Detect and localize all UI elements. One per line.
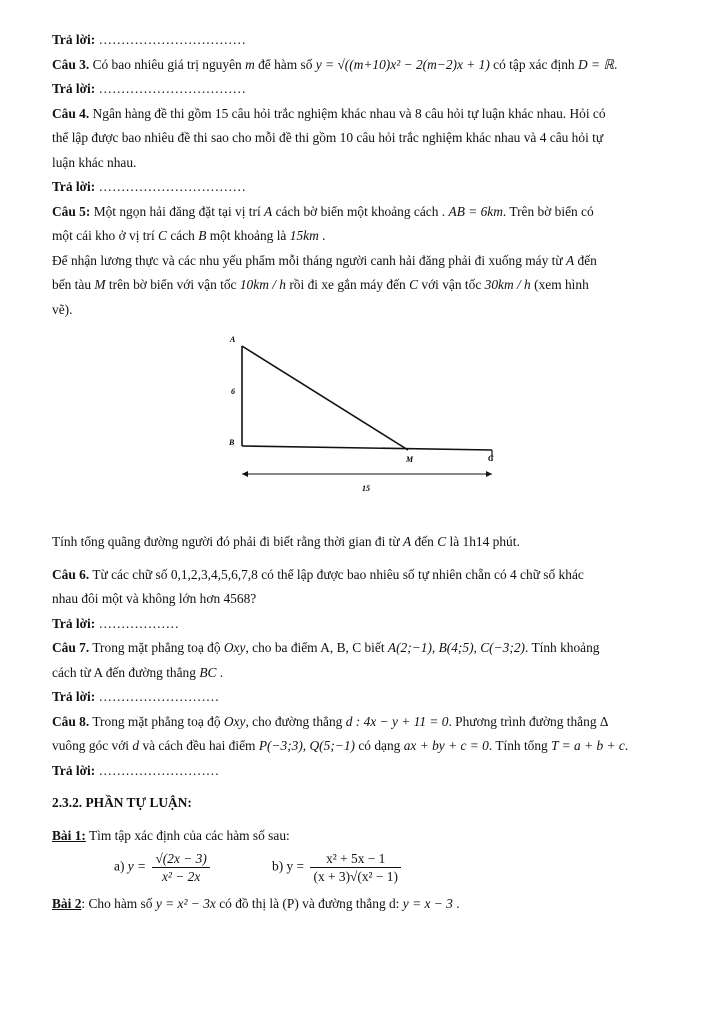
q3-var: m [245, 56, 255, 72]
q3-end: . [613, 56, 618, 72]
q3-text: để hàm số [258, 56, 313, 72]
q5-text: Một ngọn hải đăng đặt tại vị trí [93, 203, 261, 219]
q6-digits: 0,1,2,3,4,5,6,7,8 [170, 566, 258, 582]
formula-lhs: y = [127, 858, 147, 874]
q8-d: d [132, 738, 140, 753]
q4-answer [52, 175, 677, 200]
fraction [152, 850, 209, 885]
q5-point: M [94, 277, 106, 292]
numerator: x² + 5x − 1 [310, 850, 400, 868]
question-label: Câu 5: [52, 203, 91, 219]
q5-final [52, 530, 677, 555]
q3-formula: y = √((m+10)x² − 2(m−2)x + 1) [315, 56, 490, 72]
q5-text: Tính tổng quãng đường người đó phải đi biết rằng thời gian đi từ [52, 534, 400, 549]
q5-point: C [409, 277, 419, 292]
shore-line [242, 446, 492, 450]
answer-label: Trả lời: [52, 615, 96, 631]
q5-text: . Trên bờ biển có [502, 203, 594, 219]
q5-point: A [264, 203, 273, 219]
answer-label: Trả lời: [52, 762, 96, 778]
q5-text: cách bờ biển một khoảng cách . [275, 203, 446, 219]
q8-form: ax + by + c = 0 [403, 738, 489, 753]
q5-point: C [437, 534, 447, 549]
arrow-left-icon [242, 471, 248, 477]
q3-domain: D = ℝ [577, 56, 614, 72]
q7-answer [52, 685, 677, 710]
question-8 [52, 710, 677, 735]
q8-oxy: Oxy [223, 713, 246, 729]
q8-line2 [52, 734, 677, 759]
answer-label: Trả lời: [52, 32, 96, 47]
document-page [52, 28, 677, 917]
lighthouse-figure [52, 322, 677, 530]
answer-label: Trả lời: [52, 689, 96, 704]
q5-speed: 10km / h [239, 277, 286, 292]
q3-text: Có bao nhiêu giá trị nguyên [92, 56, 242, 72]
item-label: a) [114, 858, 125, 874]
answer-dots: ……………………… [98, 689, 220, 704]
q5-distance: 15km [289, 228, 319, 243]
question-5 [52, 200, 677, 225]
exercise-label: Bài 2 [52, 896, 82, 911]
q5-speed: 30km / h [484, 277, 531, 292]
q8-text: . Phương trình đường thẳng Δ [448, 713, 609, 729]
formula-a [114, 850, 213, 885]
q7-text: cách từ A đến đường thẳng [52, 664, 196, 680]
q6-text: có thể lập được bao nhiêu số tự nhiên chẵn có 4 chữ số khác [261, 566, 584, 582]
bai2-function: y = x² − 3x [155, 896, 216, 911]
question-label: Câu 3. [52, 56, 90, 72]
q8-line: d : 4x − y + 11 = 0 [345, 713, 449, 729]
q5-text: một cái kho ở vị trí [52, 228, 155, 243]
bai1-text: Tìm tập xác định của các hàm số sau: [88, 827, 290, 843]
q5-text: cách [170, 228, 195, 243]
q5-text: (xem hình [534, 277, 589, 292]
q5-text: với vận tốc [421, 277, 482, 292]
q5-point: B [198, 228, 207, 243]
q7-points: A(2;−1), B(4;5), C(−3;2) [387, 640, 525, 655]
denominator-root: √(x² − 1) [350, 869, 398, 884]
question-4 [52, 102, 677, 127]
q8-points: P(−3;3), Q(5;−1) [258, 738, 355, 753]
q8-text: . Tính tổng [488, 738, 548, 753]
q6-answer [52, 612, 677, 637]
question-label: Câu 7. [52, 640, 90, 655]
q6-text: Từ các chữ số [92, 566, 168, 582]
q5-text: một khoảng là [209, 228, 287, 243]
q7-bc: BC [199, 664, 217, 680]
bai-1 [52, 824, 677, 849]
label-m: M [406, 455, 414, 464]
q5-line2 [52, 224, 677, 249]
answer-dots: …………………………… [98, 179, 246, 194]
bai1-formulas [52, 848, 677, 892]
q4-text: thể lập được bao nhiêu đề thi sao cho mỗi đề thi gồm 10 câu hỏi trắc nghiệm khác nhau và 4 câu hỏi tự [52, 130, 604, 145]
arrow-right-icon [486, 471, 492, 477]
q6-text: nhau đôi một và không lớn hơn 4568? [52, 591, 257, 606]
answer-dots: ……………… [98, 615, 179, 631]
q7-text: . Tính khoảng [524, 640, 600, 655]
triangle-diagram [224, 328, 554, 528]
q5-text: bến tàu [52, 277, 92, 292]
q2-answer [52, 28, 677, 53]
q5-text: đến [414, 534, 434, 549]
bai2-text: có đồ thị là (P) và đường thẳng d: [219, 896, 400, 911]
question-7 [52, 636, 677, 661]
answer-label: Trả lời: [52, 81, 96, 96]
q5-distance: AB = 6km [448, 203, 503, 219]
q8-text: có dạng [358, 738, 401, 753]
bai2-line: y = x − 3 [402, 896, 453, 911]
label-base: 15 [362, 484, 370, 493]
q5-point: A [566, 252, 575, 268]
bai-2 [52, 892, 677, 917]
bai2-end: . [456, 896, 460, 911]
q7-line2 [52, 661, 677, 686]
q7-text: Trong mặt phẳng toạ độ [92, 640, 221, 655]
fraction [310, 850, 400, 885]
answer-dots: ……………………… [98, 762, 220, 778]
item-label: b) [272, 858, 284, 874]
q5-text: vẽ). [52, 301, 73, 317]
denominator: x² − 2x [161, 869, 201, 884]
question-3 [52, 53, 677, 78]
answer-dots: …………………………… [98, 81, 246, 96]
q8-text: Trong mặt phẳng toạ độ [92, 713, 221, 729]
denominator [310, 868, 400, 885]
answer-dots: …………………………… [98, 32, 246, 47]
side-am [242, 346, 408, 450]
q7-oxy: Oxy [223, 640, 246, 655]
q5-text: . [322, 228, 326, 243]
question-6 [52, 563, 677, 588]
formula-lhs: y = [286, 858, 305, 874]
q5-text: Để nhận lương thực và các nhu yếu phẩm mỗi tháng người canh hải đăng phải đi xuống máy từ [52, 252, 563, 268]
section-heading: 2.3.2. PHẦN TỰ LUẬN: [52, 795, 192, 810]
q7-text: . [219, 664, 224, 680]
q5-text: là 1h14 phút. [449, 534, 520, 549]
label-b: B [229, 438, 235, 447]
answer-label: Trả lời: [52, 179, 96, 194]
q4-text: luận khác nhau. [52, 154, 137, 170]
q5-text: rồi đi xe gắn máy đến [289, 277, 406, 292]
q8-text: vuông góc với [52, 738, 130, 753]
q7-text: , cho ba điểm A, B, C biết [245, 640, 385, 655]
label-side: 6 [231, 387, 235, 396]
exercise-label: Bài 1: [52, 827, 86, 843]
q5-line4 [52, 273, 677, 298]
q3-text: có tập xác định [493, 56, 575, 72]
q8-answer [52, 759, 677, 784]
label-c: C [488, 454, 494, 463]
q8-text: và cách đều hai điểm [142, 738, 256, 753]
denominator-factor: (x + 3) [313, 869, 351, 884]
q5-text: đến [577, 252, 597, 268]
formula-b [272, 850, 404, 885]
bai2-text: Cho hàm số [88, 896, 153, 911]
q5-point: A [402, 534, 412, 549]
label-a: A [230, 335, 236, 344]
question-label: Câu 8. [52, 713, 90, 729]
q8-sum: T = a + b + c [551, 738, 625, 753]
question-label: Câu 4. [52, 105, 90, 121]
q5-line3 [52, 249, 677, 274]
q5-text: trên bờ biển với vận tốc [108, 277, 237, 292]
q3-answer [52, 77, 677, 102]
q8-text: , cho đường thẳng [245, 713, 343, 729]
numerator: √(2x − 3) [152, 850, 209, 868]
bai2-colon: : [81, 896, 86, 911]
q8-text: . [624, 738, 629, 753]
q5-point: C [158, 228, 167, 243]
q4-text: Ngân hàng đề thi gồm 15 câu hỏi trắc nghiệm khác nhau và 8 câu hỏi tự luận khác nhau. Hỏi có [92, 105, 606, 121]
question-label: Câu 6. [52, 566, 90, 582]
